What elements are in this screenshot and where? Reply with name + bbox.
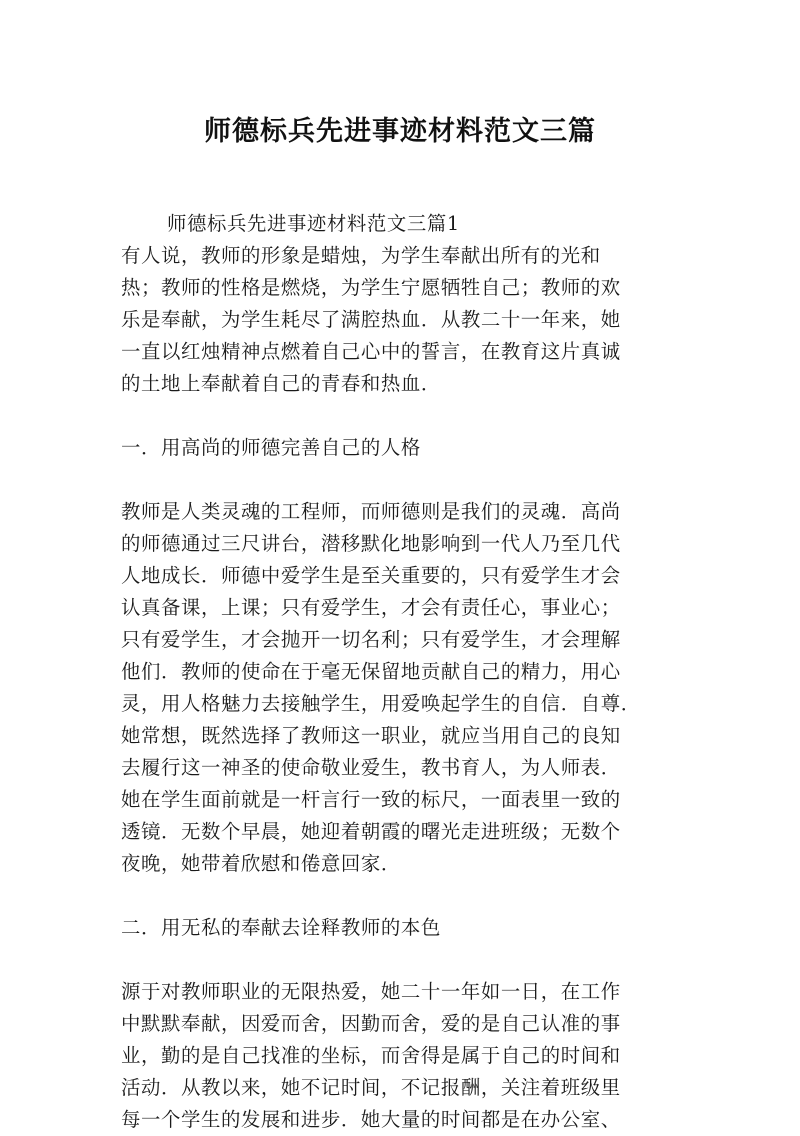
paragraph-line: 她常想，既然选择了教师这一职业，就应当用自己的良知: [121, 724, 621, 747]
paragraph-line: 热；教师的性格是燃烧，为学生宁愿牺牲自己；教师的欢: [121, 276, 621, 299]
paragraph-line: 他们．教师的使命在于毫无保留地贡献自己的精力，用心: [121, 660, 621, 683]
section-heading: 师德标兵先进事迹材料范文三篇1: [167, 212, 460, 235]
paragraph-spacer: [121, 400, 666, 432]
paragraph-line: 每一个学生的发展和进步．她大量的时间都是在办公室、: [121, 1108, 621, 1131]
paragraph-line: 中默默奉献，因爱而舍，因勤而舍，爱的是自己认准的事: [121, 1012, 621, 1035]
section-heading: 一．用高尚的师德完善自己的人格: [121, 436, 421, 459]
paragraph-line: 透镜．无数个早晨，她迎着朝霞的曙光走进班级；无数个: [121, 820, 621, 843]
paragraph-line: 人地成长．师德中爱学生是至关重要的，只有爱学生才会: [121, 564, 621, 587]
paragraph-spacer: [121, 464, 666, 496]
paragraph-line: 认真备课，上课；只有爱学生，才会有责任心，事业心；: [121, 596, 621, 619]
paragraph-line: 只有爱学生，才会抛开一切名利；只有爱学生，才会理解: [121, 628, 621, 651]
document-title: 师德标兵先进事迹材料范文三篇: [204, 116, 596, 147]
paragraph-line: 教师是人类灵魂的工程师，而师德则是我们的灵魂．高尚: [121, 500, 621, 523]
paragraph-spacer: [121, 880, 666, 912]
paragraph-line: 有人说，教师的形象是蜡烛，为学生奉献出所有的光和: [121, 244, 601, 267]
paragraph-line: 源于对教师职业的无限热爱，她二十一年如一日，在工作: [121, 980, 621, 1003]
section-heading: 二．用无私的奉献去诠释教师的本色: [121, 916, 441, 939]
paragraph-line: 夜晚，她带着欣慰和倦意回家．: [121, 852, 401, 875]
paragraph-line: 一直以红烛精神点燃着自己心中的誓言，在教育这片真诚: [121, 340, 621, 363]
document-body: [121, 208, 666, 1136]
paragraph-line: 灵，用人格魅力去接触学生，用爱唤起学生的自信．自尊．: [121, 692, 641, 715]
paragraph-spacer: [121, 944, 666, 976]
paragraph-line: 去履行这一神圣的使命敬业爱生，教书育人，为人师表．: [121, 756, 621, 779]
paragraph-line: 活动．从教以来，她不记时间，不记报酬，关注着班级里: [121, 1076, 621, 1099]
paragraph-line: 的师德通过三尺讲台，潜移默化地影响到一代人乃至几代: [121, 532, 621, 555]
paragraph-line: 业，勤的是自己找准的坐标，而舍得是属于自己的时间和: [121, 1044, 621, 1067]
paragraph-line: 乐是奉献，为学生耗尽了满腔热血．从教二十一年来，她: [121, 308, 621, 331]
paragraph-line: 她在学生面前就是一杆言行一致的标尺，一面表里一致的: [121, 788, 621, 811]
paragraph-line: 的土地上奉献着自己的青春和热血．: [121, 372, 441, 395]
